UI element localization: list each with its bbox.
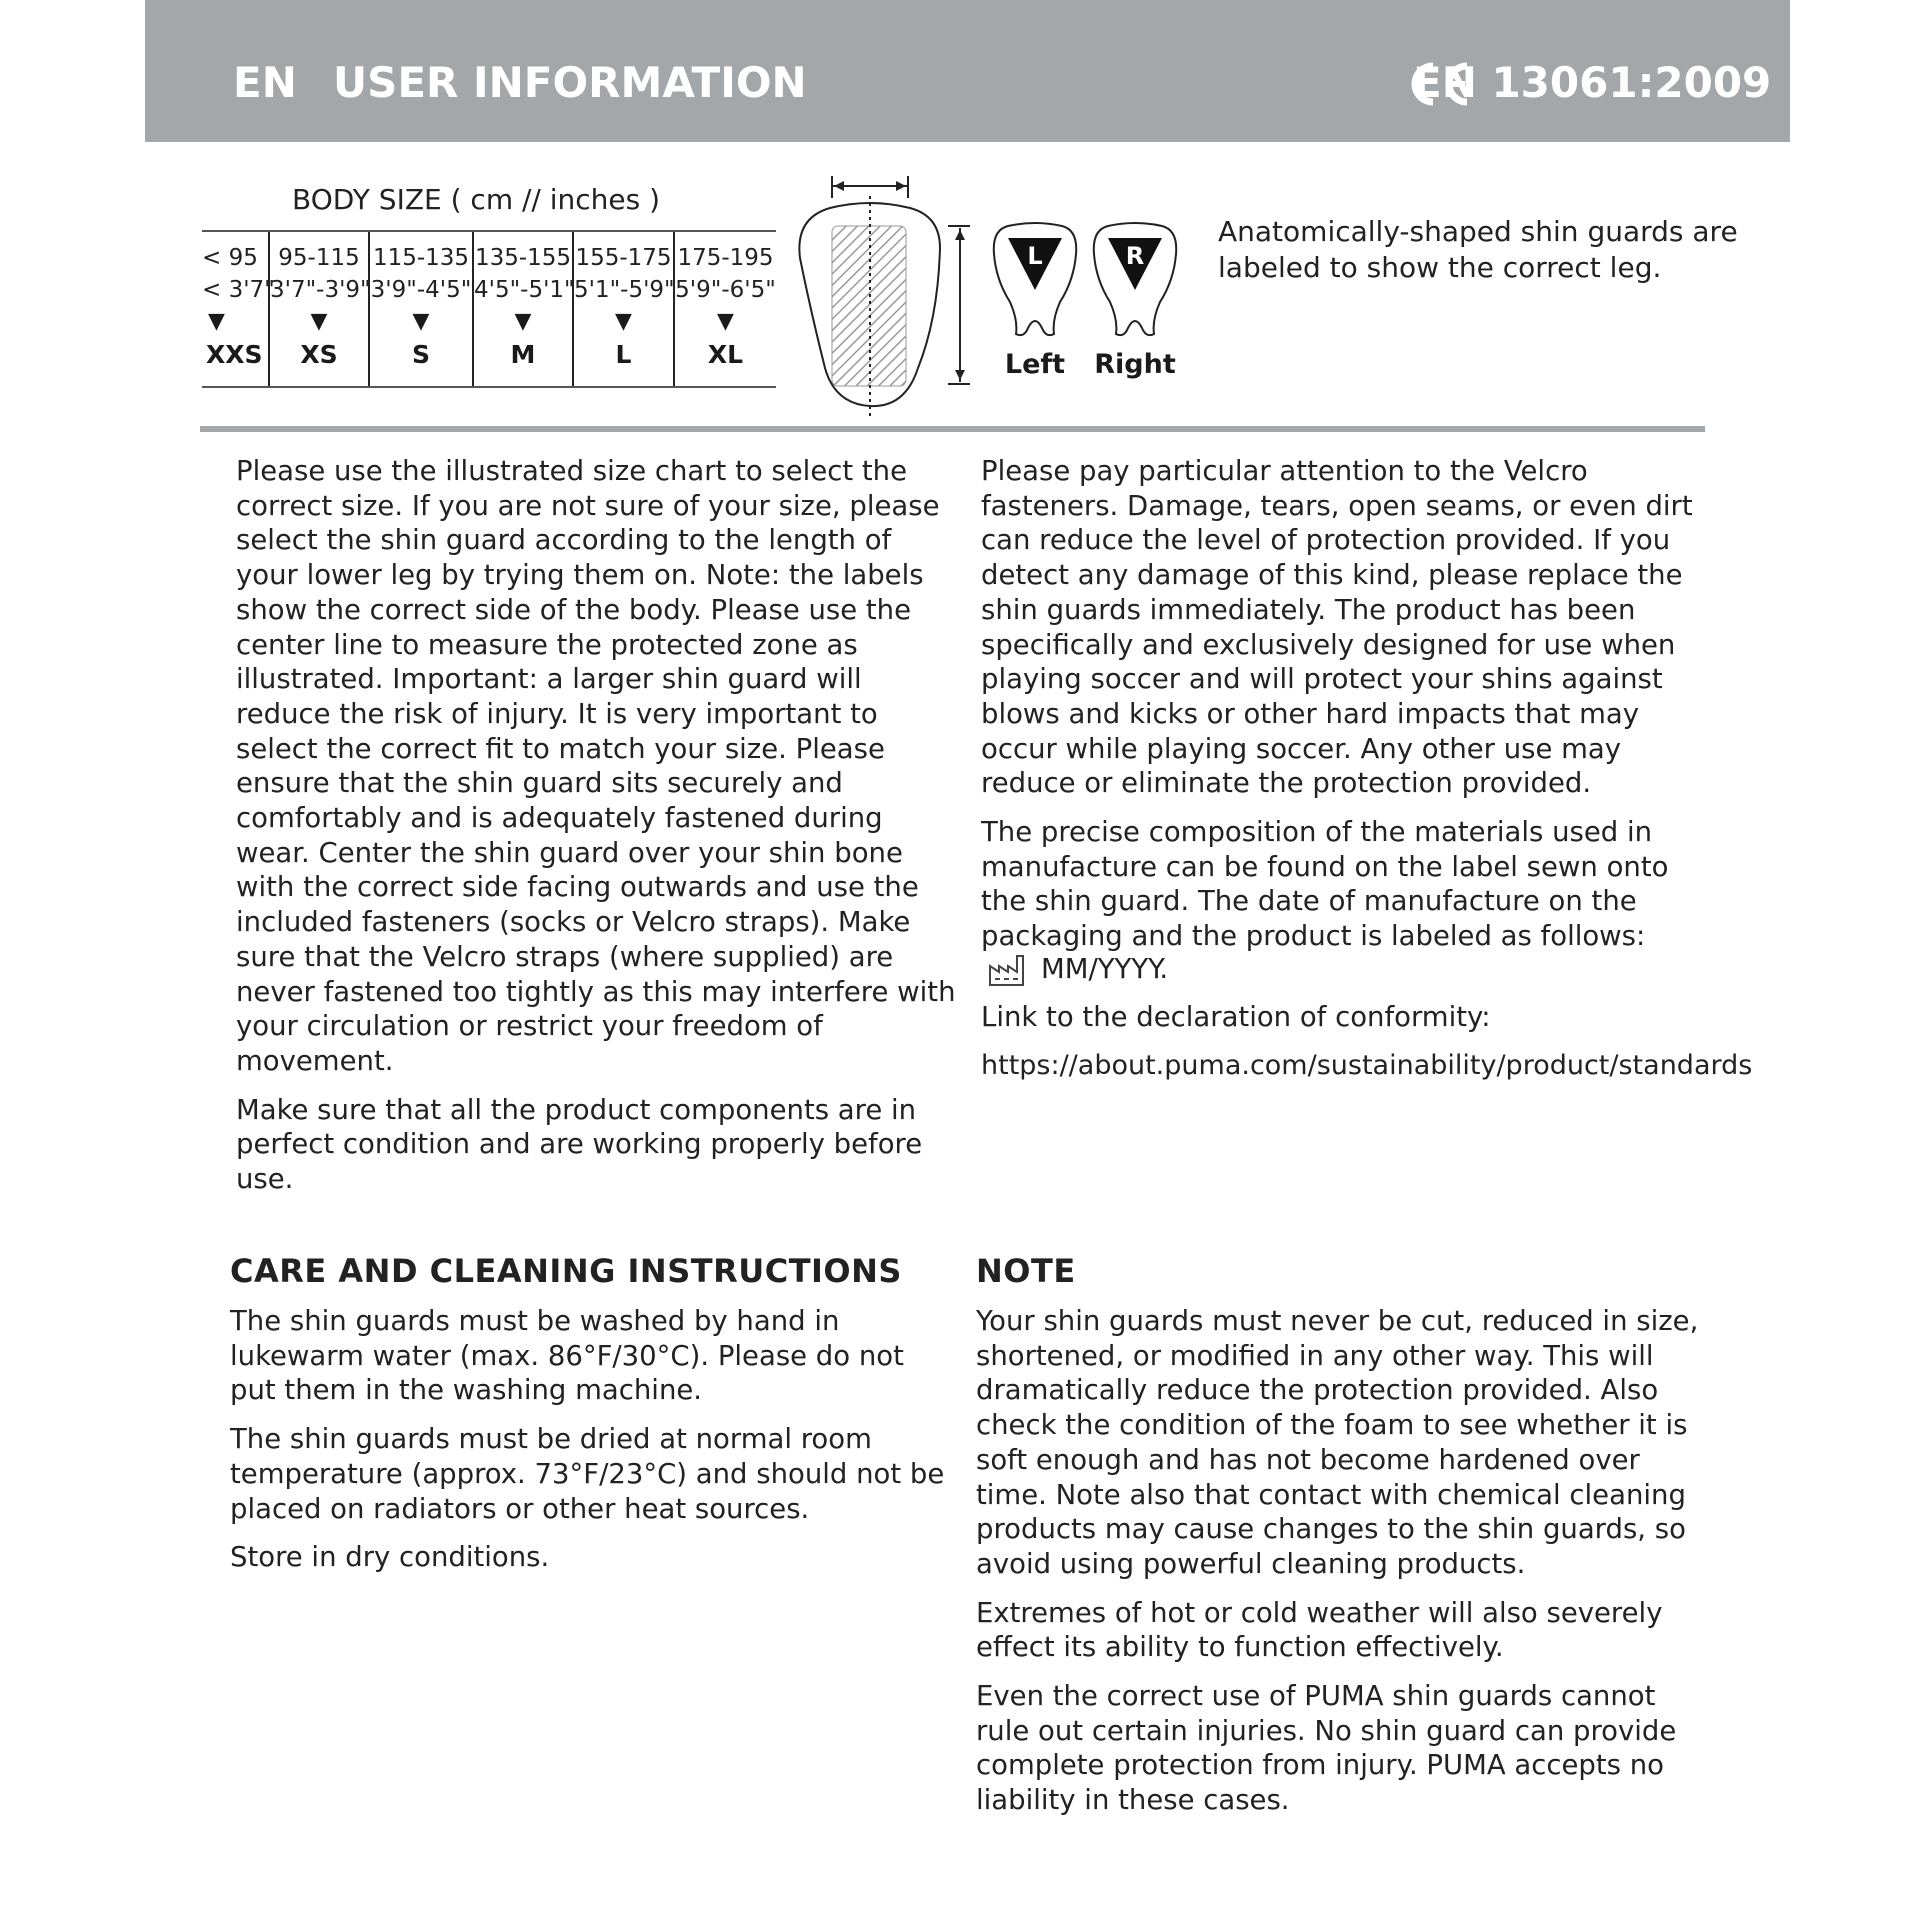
size-inches: 5'9"-6'5" [675, 277, 776, 303]
size-column-m [472, 232, 575, 386]
materials-paragraph: The precise composition of the materials used in manufacture can be found on the label sewn onto the shin guard. The date of manufacture on the packaging and the product is labeled as follows: [981, 816, 1669, 953]
size-arrow-icon: ▼ [615, 309, 632, 334]
note-paragraph-3: Even the correct use of PUMA shin guards cannot rule out certain injuries. No shin guard can provide complete protection from injury. PUMA accepts no liability in these cases. [976, 1680, 1677, 1817]
conformity-label: Link to the declaration of conformity: [981, 1000, 1491, 1033]
right-leg-badge [1090, 220, 1180, 380]
note-section [976, 1250, 1711, 1832]
size-column-xl [673, 232, 776, 386]
size-column-xxs [202, 232, 275, 386]
size-cm: < 95 [202, 245, 258, 271]
size-chart-title: BODY SIZE ( cm // inches ) [292, 183, 661, 216]
note-heading: NOTE [976, 1252, 1076, 1290]
care-paragraph-1: The shin guards must be washed by hand in lukewarm water (max. 86°F/30°C). Please do not put them in the washing machine. [230, 1305, 904, 1407]
size-label: XXS [206, 340, 263, 369]
note-paragraph-1: Your shin guards must never be cut, reduced in size, shortened, or modified in any other way. This will dramatically reduce the protection provided. Also check the condition of the foam to see whether it is soft enough and has not become hardened over time. Note also that contact with chemical cleaning products may cause changes to the shin guards, so avoid using powerful cleaning products. [976, 1305, 1699, 1580]
size-label: L [615, 340, 632, 369]
note-paragraph-2: Extremes of hot or cold weather will also severely effect its ability to function effectively. [976, 1596, 1663, 1664]
size-inches: 5'1"-5'9" [574, 277, 675, 303]
size-label: S [411, 340, 430, 369]
size-column-xs [268, 232, 371, 386]
size-arrow-icon: ▼ [310, 309, 328, 334]
size-arrow-icon: ▼ [412, 309, 430, 334]
size-arrow-icon: ▼ [717, 309, 734, 334]
right-label: Right [1094, 349, 1176, 380]
page-title: USER INFORMATION [333, 58, 807, 107]
right-shin-guard-icon [1090, 220, 1180, 340]
left-leg-badge [990, 220, 1080, 380]
size-label: M [510, 340, 536, 369]
section-divider [200, 426, 1705, 432]
size-column-l [572, 232, 673, 386]
size-cm: 115-135 [372, 245, 470, 271]
size-label: XS [300, 340, 338, 369]
fastener-instructions [981, 454, 1753, 1097]
sizing-paragraph-2: Make sure that all the product components are in perfect condition and are working properly before use. [236, 1093, 923, 1196]
size-inches: 4'5"-5'1" [474, 277, 575, 303]
left-shin-guard-icon [990, 220, 1080, 340]
fastener-paragraph-1: Please pay particular attention to the Velcro fasteners. Damage, tears, open seams, or even dirt can reduce the level of protection provided. If you detect any damage of this kind, please replace the shin guards immediately. The product has been specifically and exclusively designed for use when playing soccer and will protect your shins against blows and kicks or other hard impacts that may occur while playing soccer. Any other use may reduce or eliminate the protection provided. [981, 455, 1693, 800]
sizing-paragraph-1: Please use the illustrated size chart to select the correct size. If you are not sure of your size, please select the shin guard according to the length of your lower leg by trying them on. Note: the labels show the correct side of the body. Please use the center line to measure the protected zone as illustrated. Important: a larger shin guard will reduce the risk of injury. It is very important to select the correct fit to match your size. Please ensure that the shin guard sits securely and comfortably and is adequately fastened during wear. Center the shin guard over your shin bone with the correct side facing outwards and use the included fasteners (socks or Velcro straps). Make sure that the Velcro straps (where supplied) are never fastened too tightly as this may interfere with your circulation or restrict your freedom of movement. [236, 455, 956, 1077]
header-band [145, 0, 1790, 142]
size-inches: < 3'7" [202, 277, 275, 303]
size-cm: 95-115 [278, 245, 360, 271]
right-letter: R [1125, 242, 1145, 270]
size-column-s [368, 232, 472, 386]
size-arrow-icon: ▼ [514, 309, 532, 334]
size-label: XL [707, 340, 744, 369]
manufacture-date-line [987, 952, 1711, 988]
care-heading: CARE AND CLEANING INSTRUCTIONS [230, 1252, 902, 1290]
date-format: MM/YYYY. [1041, 953, 1169, 986]
size-cm: 155-175 [575, 245, 672, 271]
care-paragraph-3: Store in dry conditions. [230, 1541, 550, 1574]
standard-code: EN 13061:2009 [1413, 58, 1772, 107]
size-inches: 3'7"-3'9" [270, 277, 371, 303]
factory-icon [987, 952, 1027, 988]
care-section [230, 1250, 950, 1589]
size-arrow-icon: ▼ [208, 309, 225, 334]
left-label: Left [1004, 349, 1066, 380]
size-cm: 175-195 [677, 245, 774, 271]
sizing-instructions [236, 454, 956, 1211]
size-chart-table [202, 230, 776, 388]
size-inches: 3'9"-4'5" [370, 277, 472, 303]
care-paragraph-2: The shin guards must be dried at normal room temperature (approx. 73°F/23°C) and should not be placed on radiators or other heat sources. [230, 1423, 945, 1525]
language-code: EN [233, 58, 297, 107]
anatomy-note: Anatomically-shaped shin guards are labeled to show the correct leg. [1218, 215, 1738, 284]
shin-guard-measurement-illustration [790, 168, 970, 420]
conformity-link[interactable]: https://about.puma.com/sustainability/product/standards [981, 1049, 1753, 1081]
left-letter: L [1027, 242, 1043, 270]
size-cm: 135-155 [474, 245, 572, 271]
